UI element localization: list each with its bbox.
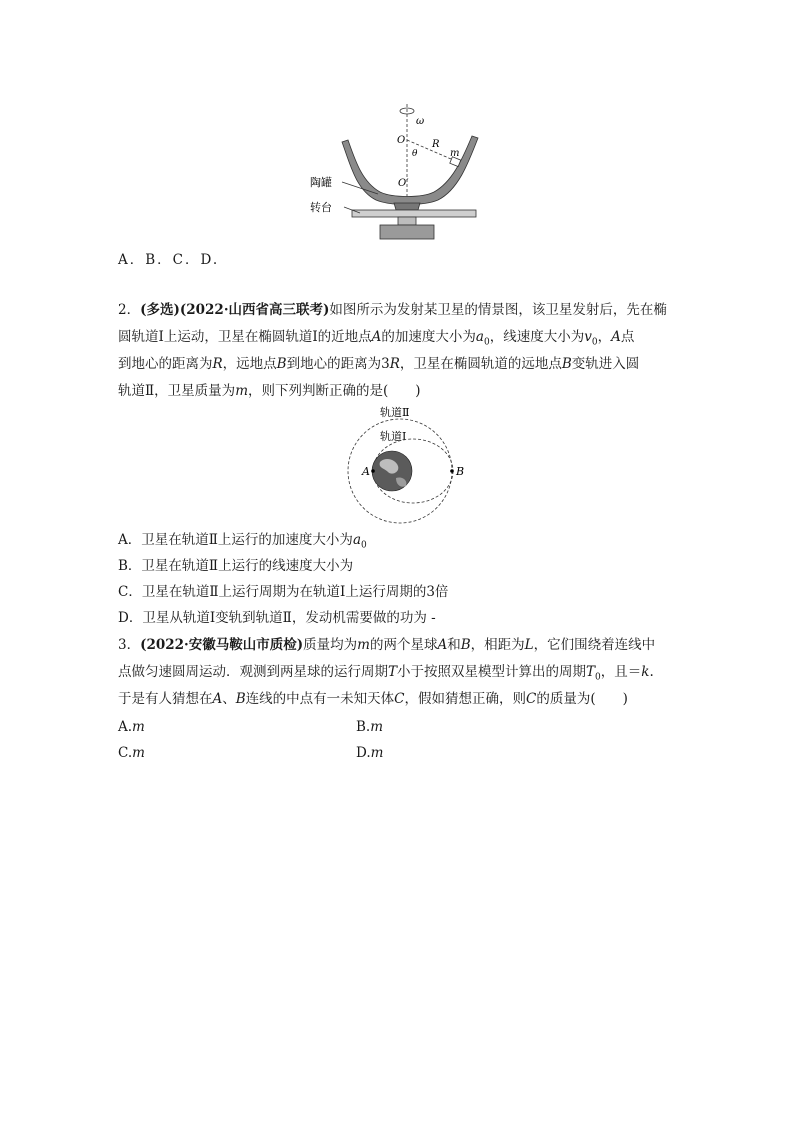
q2-option-b: B．卫星在轨道Ⅱ上运行的线速度大小为 <box>118 558 354 574</box>
jar-label: 陶罐 <box>310 176 332 189</box>
q2-option-c: C．卫星在轨道Ⅱ上运行周期为在轨道Ⅰ上运行周期的3倍 <box>118 584 449 600</box>
q3-option-b: B.m <box>356 719 384 735</box>
q3-tag: (2022·安徽马鞍山市质检) <box>140 637 304 653</box>
turntable-top <box>352 210 476 217</box>
q3-line2: 点做匀速圆周运动．观测到两星球的运行周期T小于按照双星模型计算出的周期$T_0$，且＝k. <box>118 664 654 683</box>
q2-tag: (多选)(2022·山西省高三联考) <box>140 302 330 318</box>
q3-option-a: A.m <box>118 719 145 735</box>
m-label: m <box>450 148 460 159</box>
q1-options: A．B．C．D. <box>118 252 220 268</box>
jar-body <box>342 136 478 205</box>
jar-foot <box>394 203 420 210</box>
q3-option-c: C.m <box>118 745 145 761</box>
B-label: B <box>456 465 465 478</box>
q2-option-d: D．卫星从轨道Ⅰ变轨到轨道Ⅱ，发动机需要做的功为 - <box>118 610 436 626</box>
q3-line1: 3．(2022·安徽马鞍山市质检)质量均为m的两个星球A和B，相距为L，它们围绕着连线中 <box>118 637 656 653</box>
q2-line4: 轨道Ⅱ，卫星质量为m，则下列判断正确的是( ) <box>118 383 421 399</box>
orbit1-label: 轨道Ⅰ <box>380 430 407 443</box>
q2-line2: 圆轨道Ⅰ上运动，卫星在椭圆轨道Ⅰ的近地点A的加速度大小为$a_0$，线速度大小为$v_0$，A点 <box>118 329 635 348</box>
point-A <box>371 469 375 473</box>
omega-label: ω <box>416 116 425 127</box>
R-label: R <box>432 139 440 150</box>
q2-option-a: A．卫星在轨道Ⅱ上运行的加速度大小为$a_0$ <box>118 532 367 551</box>
q2-line1: 2．(多选)(2022·山西省高三联考)如图所示为发射某卫星的情景图，该卫星发射后，先在椭 <box>118 302 667 318</box>
Oprime-label: O′ <box>398 178 409 189</box>
q2-number: 2． <box>118 302 141 318</box>
O-label: O <box>397 135 406 146</box>
turntable-base <box>380 225 434 239</box>
A-label: A <box>362 465 370 478</box>
jar-turntable-figure <box>300 100 490 250</box>
q3-option-d: D.m <box>356 745 384 761</box>
turntable-stem <box>398 217 416 225</box>
theta-label: θ <box>412 149 418 159</box>
point-B <box>450 469 454 473</box>
turntable-label: 转台 <box>310 201 332 214</box>
q2-line3: 到地心的距离为R，远地点B到地心的距离为3R，卫星在椭圆轨道的远地点B变轨进入圆 <box>118 356 640 372</box>
orbit-figure <box>330 402 470 527</box>
orbit2-label: 轨道Ⅱ <box>380 406 410 419</box>
q3-line3: 于是有人猜想在A、B连线的中点有一未知天体C，假如猜想正确，则C的质量为( ) <box>118 691 628 707</box>
